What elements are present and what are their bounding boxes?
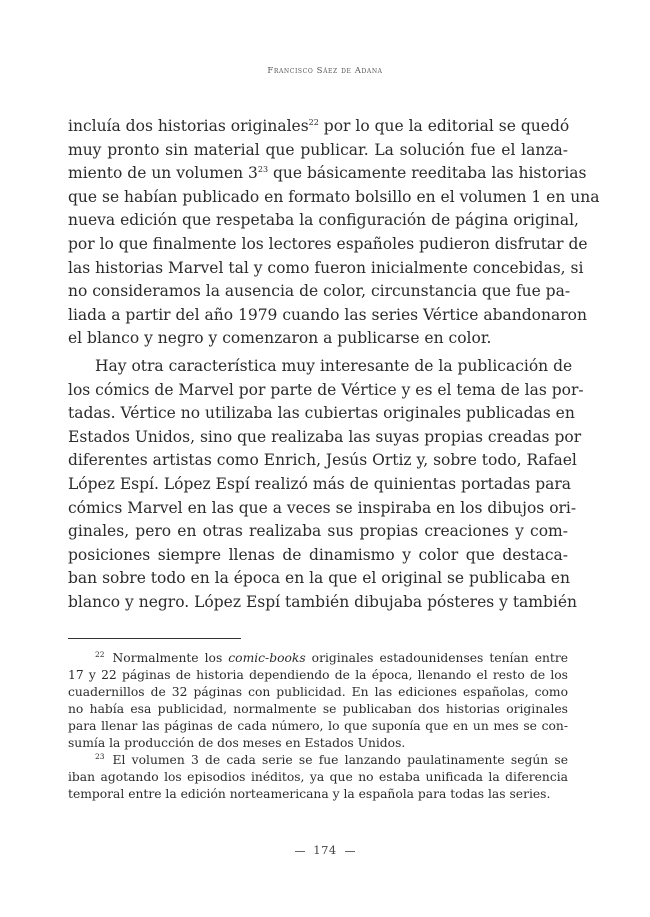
text-line: Estados Unidos, sino que realizaba las suyas propias creadas por <box>68 427 582 446</box>
running-head: Francisco Sáez de Adana <box>267 66 383 76</box>
text-line: Hay otra característica muy interesante de la publicación de <box>95 357 573 375</box>
text-line: López Espí. López Espí realizó más de quinientas portadas para <box>68 474 572 493</box>
text-line: nueva edición que respetaba la configuración de página original, <box>68 211 579 230</box>
paragraph-1 <box>68 115 600 351</box>
footnote-ref-23: 23 <box>257 165 269 175</box>
footnote-line: no había esa publicidad, normalmente se publicaban dos historias originales <box>68 702 568 716</box>
text-line: que se habían publicado en formato bolsillo en el volumen 1 en una <box>68 187 600 206</box>
text-line: por lo que finalmente los lectores españoles pudieron disfrutar de <box>68 234 588 253</box>
text-line: diferentes artistas como Enrich, Jesús Ortiz y, sobre todo, Rafael <box>68 451 577 470</box>
text-line: las historias Marvel tal y como fueron inicialmente concebidas, si <box>68 258 584 277</box>
footnote-line: sumía la producción de dos meses en Estados Unidos. <box>68 736 406 750</box>
footnote-ref-22: 22 <box>308 118 319 127</box>
text-line: liada a partir del año 1979 cuando las series Vértice abandonaron <box>68 305 587 324</box>
page-number: 174 <box>0 843 650 857</box>
text-line: tadas. Vértice no utilizaba las cubiertas originales publicadas en <box>68 404 575 423</box>
dash-right <box>345 851 355 852</box>
footnote-line: $^{23}$ El volumen 3 de cada serie se fue lanzando paulatinamente según se <box>95 752 568 767</box>
text-line: blanco y negro. López Espí también dibujaba pósteres y también <box>68 592 578 611</box>
dash-left <box>295 851 305 852</box>
footnote-number: 23 <box>95 752 105 761</box>
text-line: posiciones siempre llenas de dinamismo y color que destaca- <box>68 545 568 564</box>
footnote-line: 17 y 22 páginas de historia dependiendo de la época, llenando el resto de los <box>68 668 568 682</box>
footnote-line: cuadernillos de 32 páginas con publicidad. En las ediciones españolas, como <box>68 685 568 699</box>
text-line: incluía dos historias originales$^{22}$ por lo que la editorial se quedó <box>68 117 570 135</box>
footnote-number: 22 <box>95 650 105 659</box>
text-line: miento de un volumen $3^{23}$ que básicamente reeditaba las historias <box>68 164 587 183</box>
footnote-divider <box>68 638 241 639</box>
text-line: el blanco y negro y comenzaron a publicarse en color. <box>68 329 492 348</box>
text-line: ban sobre todo en la época en la que el original se publicaba en <box>68 569 570 588</box>
footnote-line: iban agotando los episodios inéditos, ya que no estaba unificada la diferencia <box>68 770 568 784</box>
footnote-line: $^{22}$ Normalmente los comic-books originales estadounidenses tenían entre <box>95 650 569 665</box>
footnote-22 <box>68 650 568 752</box>
footnote-23 <box>68 752 568 803</box>
paragraph-2 <box>68 355 584 615</box>
text-line: no consideramos la ausencia de color, circunstancia que fue pa- <box>68 282 571 301</box>
footnotes <box>68 650 568 803</box>
text-line: cómics Marvel en las que a veces se inspiraba en los dibujos ori- <box>68 498 577 517</box>
text-line: los cómics de Marvel por parte de Vértice y es el tema de las por- <box>68 380 584 399</box>
text-line: ginales, pero en otras realizaba sus propias creaciones y com- <box>68 522 568 541</box>
text-line: muy pronto sin material que publicar. La solución fue el lanza- <box>68 140 568 159</box>
footnote-line: temporal entre la edición norteamericana y la española para todas las series. <box>68 787 551 801</box>
footnote-line: para llenar las páginas de cada número, lo que suponía que en un mes se con- <box>68 719 568 733</box>
